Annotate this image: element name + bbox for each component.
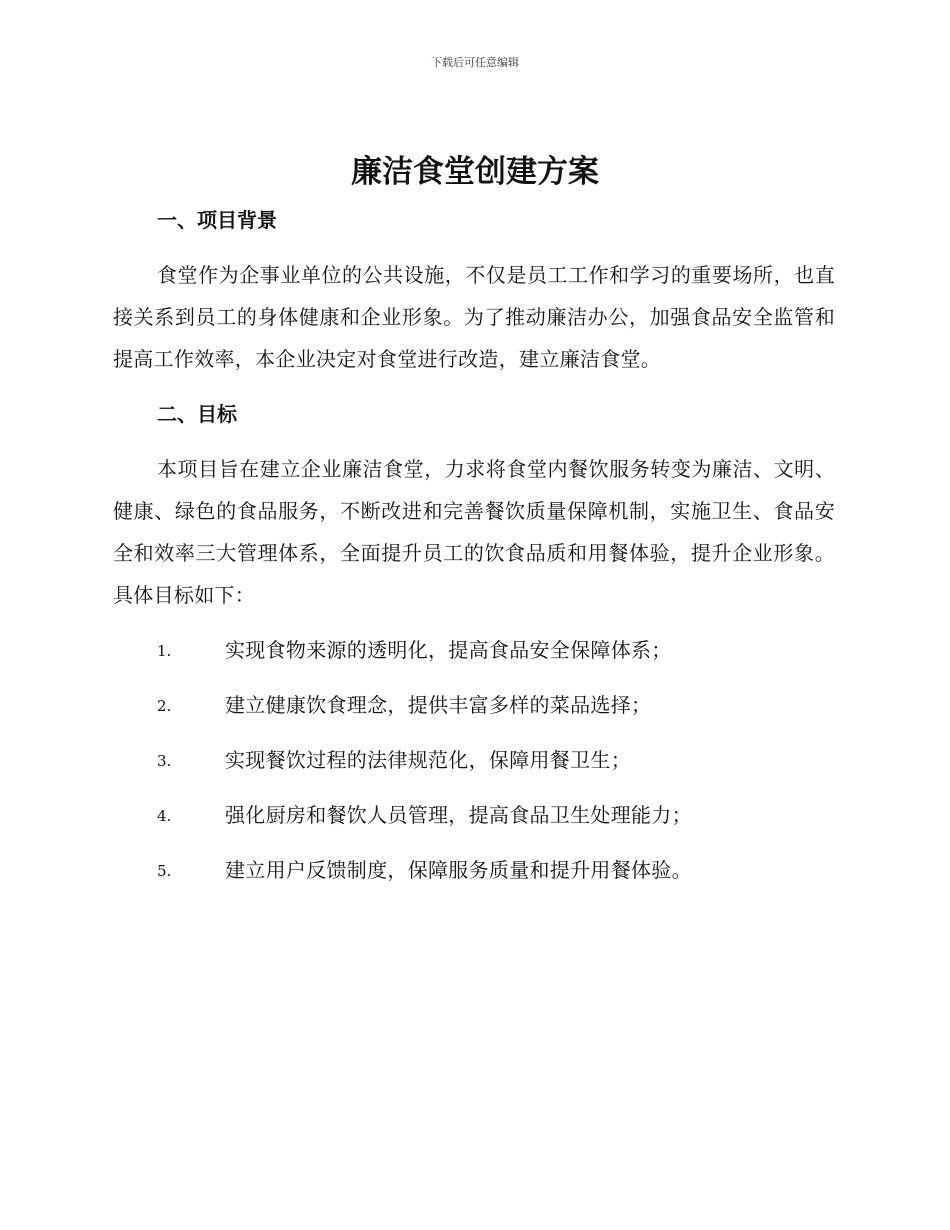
list-item — [157, 632, 837, 687]
goals-list — [157, 632, 837, 907]
list-item-number: 1. — [157, 642, 172, 660]
list-item — [157, 687, 837, 742]
list-item-number: 2. — [157, 697, 172, 715]
section-paragraph-goals: 本项目旨在建立企业廉洁食堂，力求将食堂内餐饮服务转变为廉洁、文明、健康、绿色的食品服务，不断改进和完善餐饮质量保障机制，实施卫生、食品安全和效率三大管理体系，全面提升员工的饮食品质和用餐体验，提升企业形象。具体目标如下： — [113, 457, 835, 607]
page-header-note: 下载后可任意编辑 — [431, 56, 519, 69]
list-item-text: 建立用户反馈制度，保障服务质量和提升用餐体验。 — [225, 858, 692, 882]
list-item-text: 实现食物来源的透明化，提高食品安全保障体系； — [225, 638, 672, 662]
list-item — [157, 797, 837, 852]
list-item-number: 4. — [157, 807, 172, 825]
list-item — [157, 742, 837, 797]
list-item — [157, 852, 837, 907]
list-item-text: 实现餐饮过程的法律规范化，保障用餐卫生； — [225, 748, 631, 772]
list-item-text: 建立健康饮食理念，提供丰富多样的菜品选择； — [225, 693, 652, 717]
list-item-text: 强化厨房和餐饮人员管理，提高食品卫生处理能力； — [225, 803, 692, 827]
list-item-number: 3. — [157, 752, 172, 770]
list-item-number: 5. — [157, 862, 172, 880]
section-heading-goals: 二、目标 — [157, 402, 237, 426]
section-heading-background: 一、项目背景 — [157, 208, 277, 232]
document-title: 廉洁食堂创建方案 — [351, 154, 599, 190]
section-paragraph-background: 食堂作为企事业单位的公共设施，不仅是员工工作和学习的重要场所，也直接关系到员工的身体健康和企业形象。为了推动廉洁办公，加强食品安全监管和提高工作效率，本企业决定对食堂进行改造，建立廉洁食堂。 — [113, 263, 835, 371]
